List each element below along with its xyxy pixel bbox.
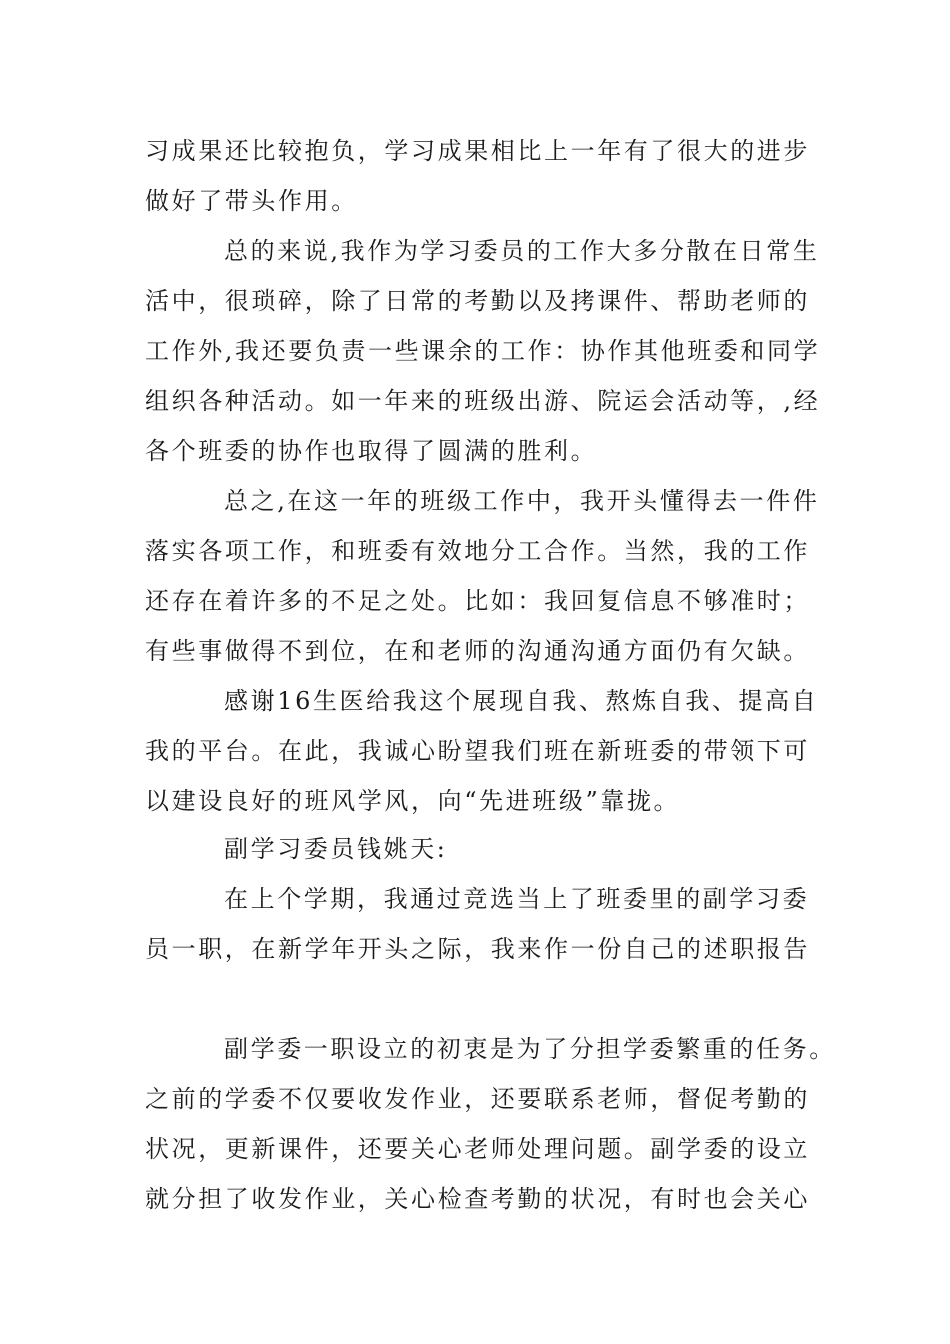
text-line: 有些事做得不到位，在和老师的沟通沟通方面仍有欠缺。 [145,637,810,665]
text-line: 活中，很琐碎，除了日常的考勤以及拷课件、帮助老师的 [145,287,810,315]
text-line: 状况，更新课件，还要关心老师处理问题。副学委的设立 [145,1135,810,1163]
text-line: 员一职，在新学年开头之际，我来作一份自己的述职报告 [145,935,810,963]
text-line: 组织各种活动。如一年来的班级出游、院运会活动等，,经 [145,387,821,415]
text-line: 之前的学委不仅要收发作业，还要联系老师，督促考勤的 [145,1085,810,1113]
paragraph-start-line: 在上个学期，我通过竞选当上了班委里的副学习委 [224,885,810,913]
text-line: 就分担了收发作业，关心检查考勤的状况，有时也会关心 [145,1185,810,1213]
paragraph-start-line: 总之,在这一年的班级工作中，我开头懂得去一件件 [224,487,820,515]
text-line: 做好了带头作用。 [145,187,358,215]
text-line: 还存在着许多的不足之处。比如：我回复信息不够准时； [145,587,810,615]
section-heading: 副学习委员钱姚天: [224,835,448,863]
text-line: 以建设良好的班风学风，向“先进班级”靠拢。 [145,787,681,815]
text-line: 各个班委的协作也取得了圆满的胜利。 [145,437,598,465]
text-line: 我的平台。在此，我诚心盼望我们班在新班委的带领下可 [145,737,810,765]
text-line: 工作外,我还要负责一些课余的工作：协作其他班委和同学 [145,337,821,365]
paragraph-start-line: 感谢16生医给我这个展现自我、熬炼自我、提高自 [224,687,819,715]
text-line: 落实各项工作，和班委有效地分工合作。当然，我的工作 [145,537,810,565]
paragraph-start-line: 副学委一职设立的初衷是为了分担学委繁重的任务。 [224,1035,836,1063]
paragraph-start-line: 总的来说,我作为学习委员的工作大多分散在日常生 [224,237,820,265]
text-line: 习成果还比较抱负，学习成果相比上一年有了很大的进步 [145,137,810,165]
